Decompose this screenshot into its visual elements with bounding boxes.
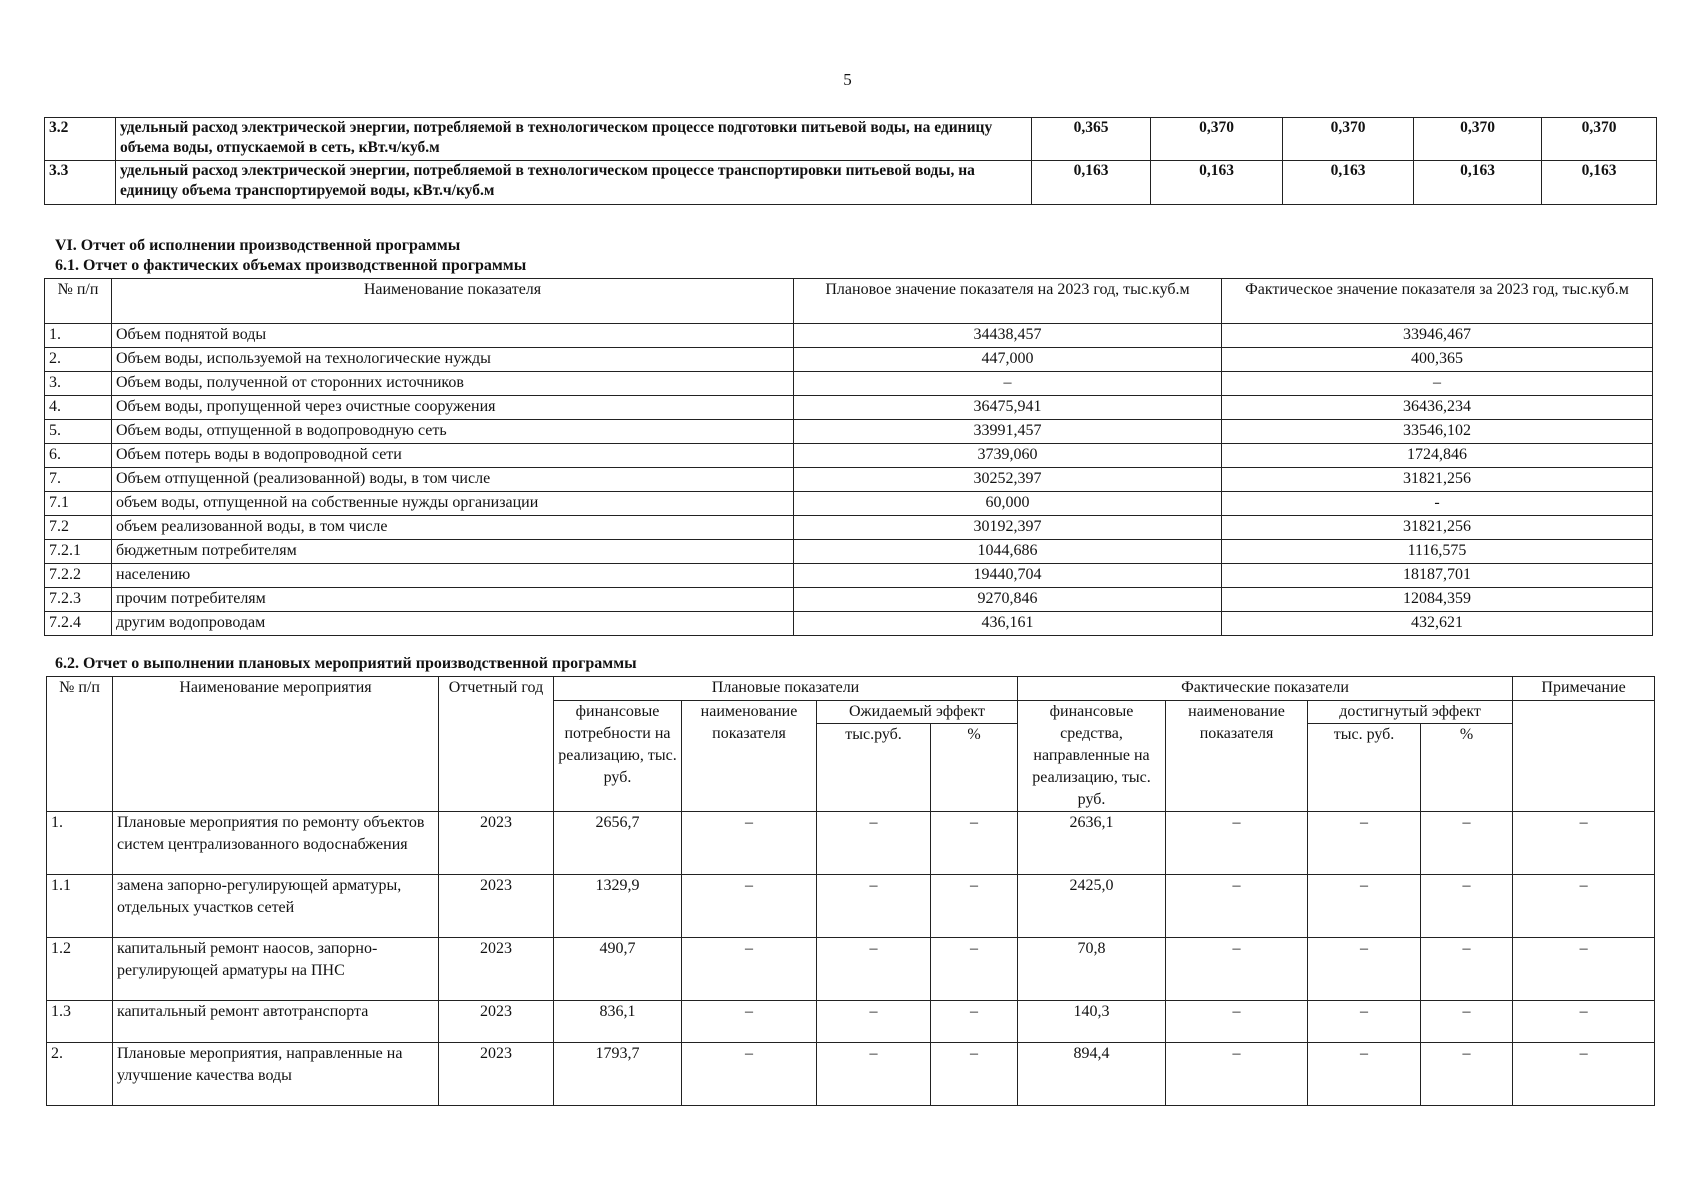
table-row bbox=[45, 444, 1653, 468]
expected-rub: – bbox=[817, 875, 931, 938]
fact-fin: 140,3 bbox=[1018, 1001, 1166, 1043]
year: 2023 bbox=[439, 1001, 554, 1043]
fact-fin: 2425,0 bbox=[1018, 875, 1166, 938]
table-row bbox=[47, 812, 1655, 875]
fact-value: 33546,102 bbox=[1222, 420, 1653, 444]
note: – bbox=[1513, 938, 1655, 1001]
row-number: 1.2 bbox=[47, 938, 113, 1001]
row-number: 3.2 bbox=[45, 118, 116, 161]
measure-name: замена запорно-регулирующей арматуры, отдельных участков сетей bbox=[113, 875, 439, 938]
achieved-pct: – bbox=[1421, 1043, 1513, 1106]
value-cell: 0,163 bbox=[1032, 161, 1151, 205]
indicator-name: другим водопроводам bbox=[112, 612, 794, 636]
indicator-name: Объем воды, пропущенной через очистные сооружения bbox=[112, 396, 794, 420]
header-expected-effect: Ожидаемый эффект bbox=[817, 701, 1018, 724]
row-number: 7.2 bbox=[45, 516, 112, 540]
fact-value: 400,365 bbox=[1222, 348, 1653, 372]
row-number: 3. bbox=[45, 372, 112, 396]
header-plan-indicator: наименование показателя bbox=[682, 701, 817, 812]
plan-value: 9270,846 bbox=[794, 588, 1222, 612]
indicator-name: Объем потерь воды в водопроводной сети bbox=[112, 444, 794, 468]
header-name: Наименование показателя bbox=[112, 279, 794, 324]
fact-value: 31821,256 bbox=[1222, 468, 1653, 492]
row-number: 1. bbox=[47, 812, 113, 875]
indicator-name: удельный расход электрической энергии, потребляемой в технологическом процессе транспортировки питьевой воды, на единицу объема транспортируемой воды, кВт.ч/куб.м bbox=[116, 161, 1032, 205]
fact-value: 36436,234 bbox=[1222, 396, 1653, 420]
table-row bbox=[45, 420, 1653, 444]
subsection-title-volumes: 6.1. Отчет о фактических объемах производственной программы bbox=[55, 257, 527, 274]
value-cell: 0,163 bbox=[1151, 161, 1283, 205]
plan-indicator: – bbox=[682, 812, 817, 875]
row-number: 7.1 bbox=[45, 492, 112, 516]
row-number: 4. bbox=[45, 396, 112, 420]
table-row bbox=[47, 875, 1655, 938]
table-row bbox=[47, 1001, 1655, 1043]
header-year: Отчетный год bbox=[439, 677, 554, 812]
indicator-name: Объем воды, отпущенной в водопроводную сеть bbox=[112, 420, 794, 444]
row-number: 3.3 bbox=[45, 161, 116, 205]
row-number: 1. bbox=[45, 324, 112, 348]
measure-name: Плановые мероприятия по ремонту объектов систем централизованного водоснабжения bbox=[113, 812, 439, 875]
note: – bbox=[1513, 1001, 1655, 1043]
value-cell: 0,163 bbox=[1414, 161, 1542, 205]
header-note-blank bbox=[1513, 701, 1655, 812]
fact-value: 31821,256 bbox=[1222, 516, 1653, 540]
table-row bbox=[45, 118, 1657, 161]
table-row bbox=[45, 372, 1653, 396]
year: 2023 bbox=[439, 938, 554, 1001]
indicator-name: удельный расход электрической энергии, потребляемой в технологическом процессе подготовки питьевой воды, на единицу объема воды, отпускаемой в сеть, кВт.ч/куб.м bbox=[116, 118, 1032, 161]
header-fact-fin: финансовые средства, направленные на реализацию, тыс. руб. bbox=[1018, 701, 1166, 812]
achieved-pct: – bbox=[1421, 812, 1513, 875]
plan-value: 3739,060 bbox=[794, 444, 1222, 468]
expected-rub: – bbox=[817, 938, 931, 1001]
fact-value: – bbox=[1222, 372, 1653, 396]
row-number: 7.2.1 bbox=[45, 540, 112, 564]
plan-fin: 1793,7 bbox=[554, 1043, 682, 1106]
plan-value: 19440,704 bbox=[794, 564, 1222, 588]
header-plan-fin: финансовые потребности на реализацию, тыс. руб. bbox=[554, 701, 682, 812]
fact-fin: 2636,1 bbox=[1018, 812, 1166, 875]
fact-fin: 894,4 bbox=[1018, 1043, 1166, 1106]
header-note: Примечание bbox=[1513, 677, 1655, 701]
value-cell: 0,163 bbox=[1283, 161, 1414, 205]
indicator-name: бюджетным потребителям bbox=[112, 540, 794, 564]
plan-value: 60,000 bbox=[794, 492, 1222, 516]
table-row bbox=[45, 324, 1653, 348]
measure-name: капитальный ремонт автотранспорта bbox=[113, 1001, 439, 1043]
year: 2023 bbox=[439, 1043, 554, 1106]
note: – bbox=[1513, 1043, 1655, 1106]
header-actual: Фактические показатели bbox=[1018, 677, 1513, 701]
fact-indicator: – bbox=[1166, 938, 1308, 1001]
header-achieved-effect: достигнутый эффект bbox=[1308, 701, 1513, 724]
header-fact-indicator: наименование показателя bbox=[1166, 701, 1308, 812]
header-num: № п/п bbox=[47, 677, 113, 812]
table-row bbox=[45, 588, 1653, 612]
fact-value: 1116,575 bbox=[1222, 540, 1653, 564]
table-row bbox=[45, 612, 1653, 636]
plan-value: 436,161 bbox=[794, 612, 1222, 636]
table-header-row bbox=[45, 279, 1653, 324]
plan-indicator: – bbox=[682, 1001, 817, 1043]
table-row bbox=[45, 348, 1653, 372]
value-cell: 0,370 bbox=[1283, 118, 1414, 161]
achieved-pct: – bbox=[1421, 938, 1513, 1001]
plan-value: 33991,457 bbox=[794, 420, 1222, 444]
header-expected-rub: тыс.руб. bbox=[817, 724, 931, 812]
year: 2023 bbox=[439, 812, 554, 875]
table-row bbox=[45, 468, 1653, 492]
row-number: 7.2.4 bbox=[45, 612, 112, 636]
plan-fin: 836,1 bbox=[554, 1001, 682, 1043]
fact-indicator: – bbox=[1166, 1001, 1308, 1043]
indicator-name: объем реализованной воды, в том числе bbox=[112, 516, 794, 540]
fact-indicator: – bbox=[1166, 812, 1308, 875]
indicator-name: населению bbox=[112, 564, 794, 588]
header-plan: Плановое значение показателя на 2023 год, тыс.куб.м bbox=[794, 279, 1222, 324]
expected-pct: – bbox=[931, 1001, 1018, 1043]
plan-value: 1044,686 bbox=[794, 540, 1222, 564]
achieved-rub: – bbox=[1308, 1001, 1421, 1043]
fact-value: - bbox=[1222, 492, 1653, 516]
value-cell: 0,370 bbox=[1151, 118, 1283, 161]
fact-value: 33946,467 bbox=[1222, 324, 1653, 348]
fact-indicator: – bbox=[1166, 1043, 1308, 1106]
table-row bbox=[45, 540, 1653, 564]
indicator-name: Объем воды, полученной от сторонних источников bbox=[112, 372, 794, 396]
header-num: № п/п bbox=[45, 279, 112, 324]
section-title: VI. Отчет об исполнении производственной программы bbox=[55, 237, 461, 254]
achieved-rub: – bbox=[1308, 812, 1421, 875]
header-fact: Фактическое значение показателя за 2023 год, тыс.куб.м bbox=[1222, 279, 1653, 324]
header-achieved-rub: тыс. руб. bbox=[1308, 724, 1421, 812]
energy-consumption-table bbox=[44, 117, 1657, 205]
plan-value: 36475,941 bbox=[794, 396, 1222, 420]
expected-pct: – bbox=[931, 812, 1018, 875]
measure-name: капитальный ремонт наосов, запорно-регулирующей арматуры на ПНС bbox=[113, 938, 439, 1001]
expected-pct: – bbox=[931, 938, 1018, 1001]
note: – bbox=[1513, 875, 1655, 938]
row-number: 6. bbox=[45, 444, 112, 468]
plan-fin: 2656,7 bbox=[554, 812, 682, 875]
table-header-row bbox=[47, 677, 1655, 701]
plan-value: 447,000 bbox=[794, 348, 1222, 372]
fact-value: 12084,359 bbox=[1222, 588, 1653, 612]
fact-value: 432,621 bbox=[1222, 612, 1653, 636]
value-cell: 0,370 bbox=[1414, 118, 1542, 161]
page-number: 5 bbox=[843, 70, 852, 89]
achieved-rub: – bbox=[1308, 875, 1421, 938]
measures-table bbox=[46, 676, 1655, 1106]
expected-pct: – bbox=[931, 875, 1018, 938]
header-achieved-pct: % bbox=[1421, 724, 1513, 812]
plan-value: 34438,457 bbox=[794, 324, 1222, 348]
header-planned: Плановые показатели bbox=[554, 677, 1018, 701]
expected-rub: – bbox=[817, 1043, 931, 1106]
achieved-rub: – bbox=[1308, 938, 1421, 1001]
volumes-table bbox=[44, 278, 1653, 636]
plan-fin: 1329,9 bbox=[554, 875, 682, 938]
plan-value: 30252,397 bbox=[794, 468, 1222, 492]
indicator-name: Объем отпущенной (реализованной) воды, в том числе bbox=[112, 468, 794, 492]
note: – bbox=[1513, 812, 1655, 875]
fact-fin: 70,8 bbox=[1018, 938, 1166, 1001]
row-number: 7. bbox=[45, 468, 112, 492]
indicator-name: прочим потребителям bbox=[112, 588, 794, 612]
plan-fin: 490,7 bbox=[554, 938, 682, 1001]
table-row bbox=[45, 396, 1653, 420]
indicator-name: Объем поднятой воды bbox=[112, 324, 794, 348]
achieved-pct: – bbox=[1421, 1001, 1513, 1043]
header-expected-pct: % bbox=[931, 724, 1018, 812]
value-cell: 0,370 bbox=[1542, 118, 1657, 161]
plan-value: – bbox=[794, 372, 1222, 396]
value-cell: 0,163 bbox=[1542, 161, 1657, 205]
table-row bbox=[45, 516, 1653, 540]
row-number: 1.1 bbox=[47, 875, 113, 938]
row-number: 7.2.2 bbox=[45, 564, 112, 588]
fact-indicator: – bbox=[1166, 875, 1308, 938]
table-row bbox=[45, 492, 1653, 516]
expected-rub: – bbox=[817, 812, 931, 875]
table-row bbox=[45, 564, 1653, 588]
indicator-name: объем воды, отпущенной на собственные нужды организации bbox=[112, 492, 794, 516]
table-row bbox=[45, 161, 1657, 205]
plan-value: 30192,397 bbox=[794, 516, 1222, 540]
fact-value: 18187,701 bbox=[1222, 564, 1653, 588]
plan-indicator: – bbox=[682, 938, 817, 1001]
year: 2023 bbox=[439, 875, 554, 938]
expected-rub: – bbox=[817, 1001, 931, 1043]
row-number: 2. bbox=[47, 1043, 113, 1106]
value-cell: 0,365 bbox=[1032, 118, 1151, 161]
row-number: 1.3 bbox=[47, 1001, 113, 1043]
achieved-rub: – bbox=[1308, 1043, 1421, 1106]
table-row bbox=[47, 938, 1655, 1001]
table-row bbox=[47, 1043, 1655, 1106]
achieved-pct: – bbox=[1421, 875, 1513, 938]
row-number: 7.2.3 bbox=[45, 588, 112, 612]
fact-value: 1724,846 bbox=[1222, 444, 1653, 468]
row-number: 2. bbox=[45, 348, 112, 372]
header-name: Наименование мероприятия bbox=[113, 677, 439, 812]
indicator-name: Объем воды, используемой на технологические нужды bbox=[112, 348, 794, 372]
subsection-title-measures: 6.2. Отчет о выполнении плановых мероприятий производственной программы bbox=[55, 655, 637, 672]
plan-indicator: – bbox=[682, 875, 817, 938]
plan-indicator: – bbox=[682, 1043, 817, 1106]
measure-name: Плановые мероприятия, направленные на улучшение качества воды bbox=[113, 1043, 439, 1106]
expected-pct: – bbox=[931, 1043, 1018, 1106]
row-number: 5. bbox=[45, 420, 112, 444]
